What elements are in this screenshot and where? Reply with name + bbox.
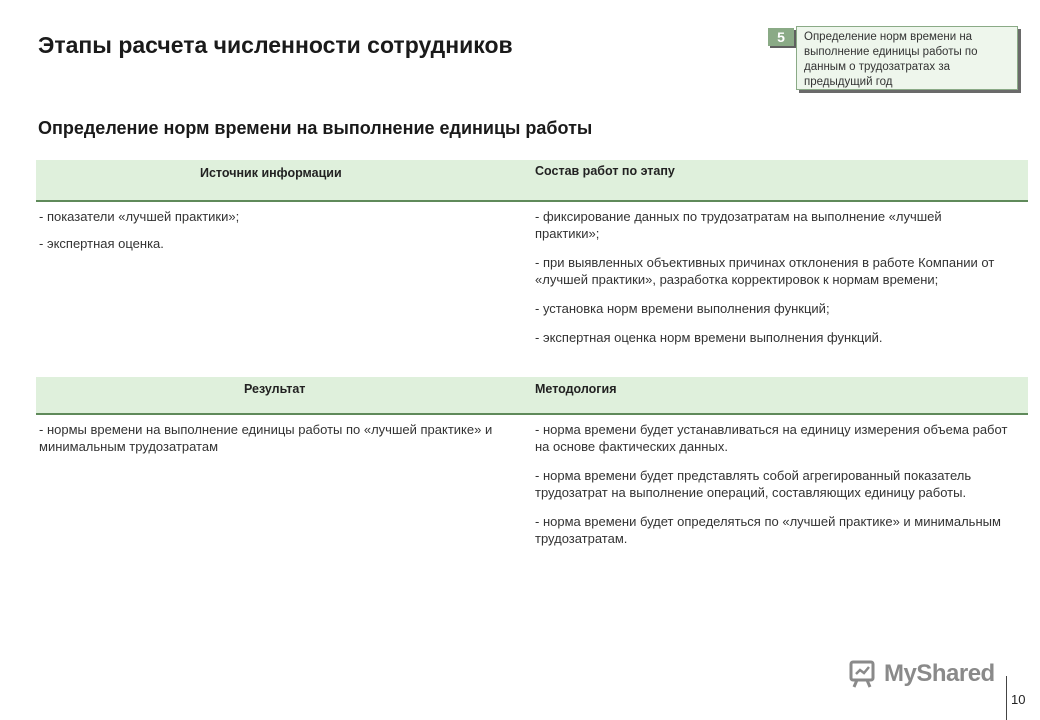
page-title: Этапы расчета численности сотрудников bbox=[38, 32, 513, 58]
list-item: - фиксирование данных по трудозатратам на выполнение «лучшей практики»; bbox=[535, 209, 942, 241]
presentation-board-icon bbox=[848, 659, 878, 689]
header-band-source bbox=[36, 160, 1028, 202]
list-item: - установка норм времени выполнения функций; bbox=[535, 301, 830, 316]
step-description: Определение норм времени на выполнение единицы работы по данным о трудозатратах за предыдущий год bbox=[796, 26, 1018, 90]
work-composition-list bbox=[535, 208, 1005, 358]
header-methodology: Методология bbox=[535, 382, 617, 396]
section-subtitle: Определение норм времени на выполнение единицы работы bbox=[38, 118, 593, 138]
list-item: - показатели «лучшей практики»; bbox=[39, 209, 240, 224]
source-list bbox=[39, 208, 509, 262]
list-item: - экспертная оценка. bbox=[39, 236, 164, 251]
methodology-list bbox=[535, 421, 1025, 559]
list-item: - экспертная оценка норм времени выполнения функций. bbox=[535, 330, 883, 345]
page-divider bbox=[1006, 676, 1007, 720]
page-number: 10 bbox=[1011, 692, 1026, 707]
header-source: Источник информации bbox=[200, 166, 342, 180]
watermark-text: MyShared bbox=[884, 660, 995, 687]
header-result: Результат bbox=[244, 382, 306, 396]
list-item: - норма времени будет представлять собой агрегированный показатель трудозатрат на выполнение операций, составляющих единицу работы. bbox=[535, 468, 972, 500]
myshared-watermark bbox=[848, 656, 1004, 692]
list-item: - норма времени будет определяться по «лучшей практике» и минимальным трудозатратам. bbox=[535, 514, 1001, 546]
list-item: - норма времени будет устанавливаться на единицу измерения объема работ на основе фактических данных. bbox=[535, 422, 1008, 454]
list-item: - нормы времени на выполнение единицы работы по «лучшей практике» и минимальным трудозатратам bbox=[39, 422, 493, 454]
list-item: - при выявленных объективных причинах отклонения в работе Компании от «лучшей практики», разработка корректировок к нормам времени; bbox=[535, 255, 995, 287]
header-band-result bbox=[36, 377, 1028, 415]
result-list bbox=[39, 421, 514, 465]
header-work-composition: Состав работ по этапу bbox=[535, 164, 675, 178]
step-number-badge: 5 bbox=[768, 28, 794, 46]
